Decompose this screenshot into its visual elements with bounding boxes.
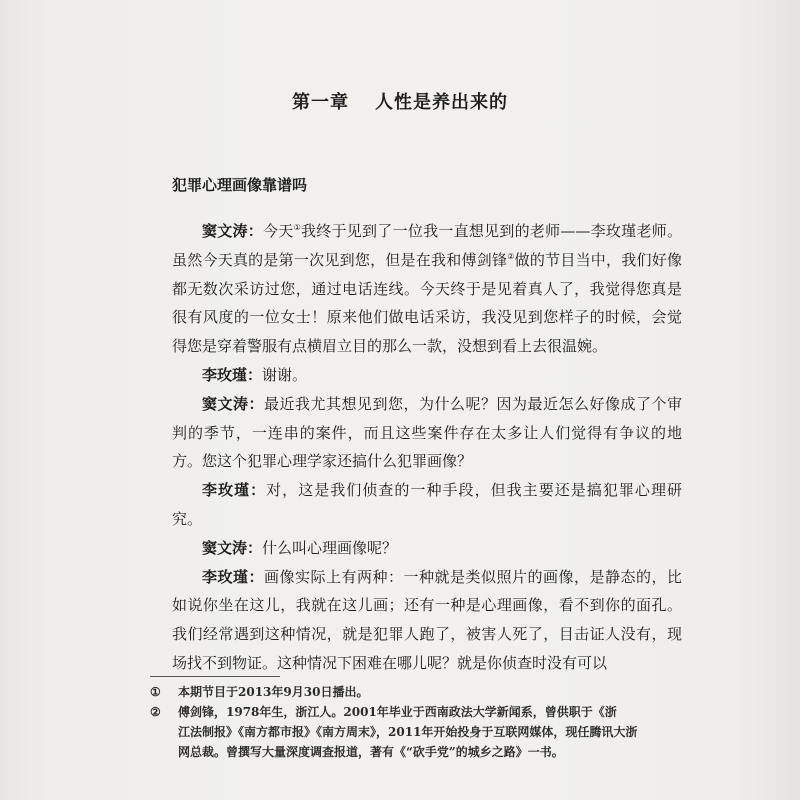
speaker-name: 窦文涛： — [202, 394, 264, 413]
footnote-reference: ① — [293, 223, 302, 232]
chapter-title: 人性是养出来的 — [375, 92, 508, 113]
text-line: 比如说你坐在这儿，我就在这儿画；还有一种是心理画像，看不到你的面 — [172, 567, 682, 615]
footnote-line: 本期节目于2013年9月30日播出。 — [178, 685, 369, 699]
chapter-number: 第一章 — [292, 92, 349, 113]
section-title: 犯罪心理画像靠谱吗 — [172, 176, 308, 194]
dialogue-paragraph — [172, 361, 682, 390]
text-line: 谢谢。 — [262, 365, 308, 384]
speaker-name: 窦文涛： — [202, 222, 264, 240]
speaker-name: 窦文涛： — [202, 538, 263, 557]
footnotes — [150, 682, 690, 762]
footnote-line: 傅剑锋，1978年生，浙江人。2001年毕业于西南政法大学新闻系，曾供职于《浙 — [178, 705, 617, 719]
footnote-reference: ② — [507, 251, 515, 261]
text-line: 孔。我们经常遇到这种情况，就是犯罪人跑了，被害人死了，目击证人没 — [172, 596, 682, 644]
text-line: 对，这是我们侦查的一种手段，但我主要还是搞犯罪心理研究。 — [172, 481, 682, 528]
speaker-name: 李玫瑾： — [202, 567, 264, 586]
chapter-heading — [0, 88, 800, 114]
footnote — [150, 682, 690, 702]
text-line: 候，会觉得您是穿着警服有点横眉立目的那么一款，没想到看上去很温婉。 — [172, 308, 682, 356]
dialogue-paragraph — [172, 390, 682, 476]
text-line: 判的季节，一连串的案件，而且这些案件存在太多让人们觉得有争议的地 — [172, 423, 682, 442]
footnote-text — [178, 682, 690, 702]
text-line: 方。您这个犯罪心理学家还搞什么犯罪画像？ — [172, 452, 473, 471]
text-line: 今天 — [263, 222, 294, 240]
dialogue-paragraph — [172, 563, 682, 678]
text-line: 师。虽然今天真的是第一次见到您，但是在我和傅剑锋 — [172, 222, 682, 269]
speaker-name: 李玫瑾： — [202, 365, 263, 384]
text-line: 有，现场找不到物证。这种情况下困难在哪儿呢？就是你侦查时没有可以 — [172, 625, 682, 672]
text-line: 画像实际上有两种：一种就是类似照片的画像，是静态的， — [264, 567, 667, 586]
text-line-continuation: 做的节目当中，我 — [514, 250, 637, 269]
dialogue-paragraph — [172, 217, 682, 361]
footnote-marker: ② — [150, 705, 161, 719]
footnote-divider — [150, 676, 280, 677]
footnote-line: 江法制报》《南方都市报》《南方周末》，2011年开始投身于互联网媒体，现任腾讯大浙 — [178, 725, 638, 739]
text-line: 您真是很有风度的一位女士！原来他们做电话采访，我没见到您样子的时 — [172, 279, 682, 327]
footnote — [150, 702, 690, 762]
speaker-name: 李玫瑾： — [202, 481, 267, 500]
footnote-line: 网总裁。曾撰写大量深度调查报道，著有《“砍手党”的城乡之路》一书。 — [178, 745, 564, 759]
dialogue-paragraph — [172, 476, 682, 534]
text-line: 什么叫心理画像呢？ — [262, 538, 398, 557]
footnote-text — [178, 702, 690, 762]
dialogue-paragraph — [172, 534, 682, 563]
body-text — [172, 217, 682, 678]
footnote-marker: ① — [150, 685, 161, 699]
text-line: 最近我尤其想见到您，为什么呢？因为最近怎么好像成了个审 — [264, 394, 682, 413]
text-line-continuation: 我终于见到了一位我一直想见到的老师——李玫瑾老 — [301, 222, 652, 240]
text-line: 们好像都无数次采访过您，通过电话连线。今天终于是见着真人了，我觉得 — [172, 250, 682, 298]
